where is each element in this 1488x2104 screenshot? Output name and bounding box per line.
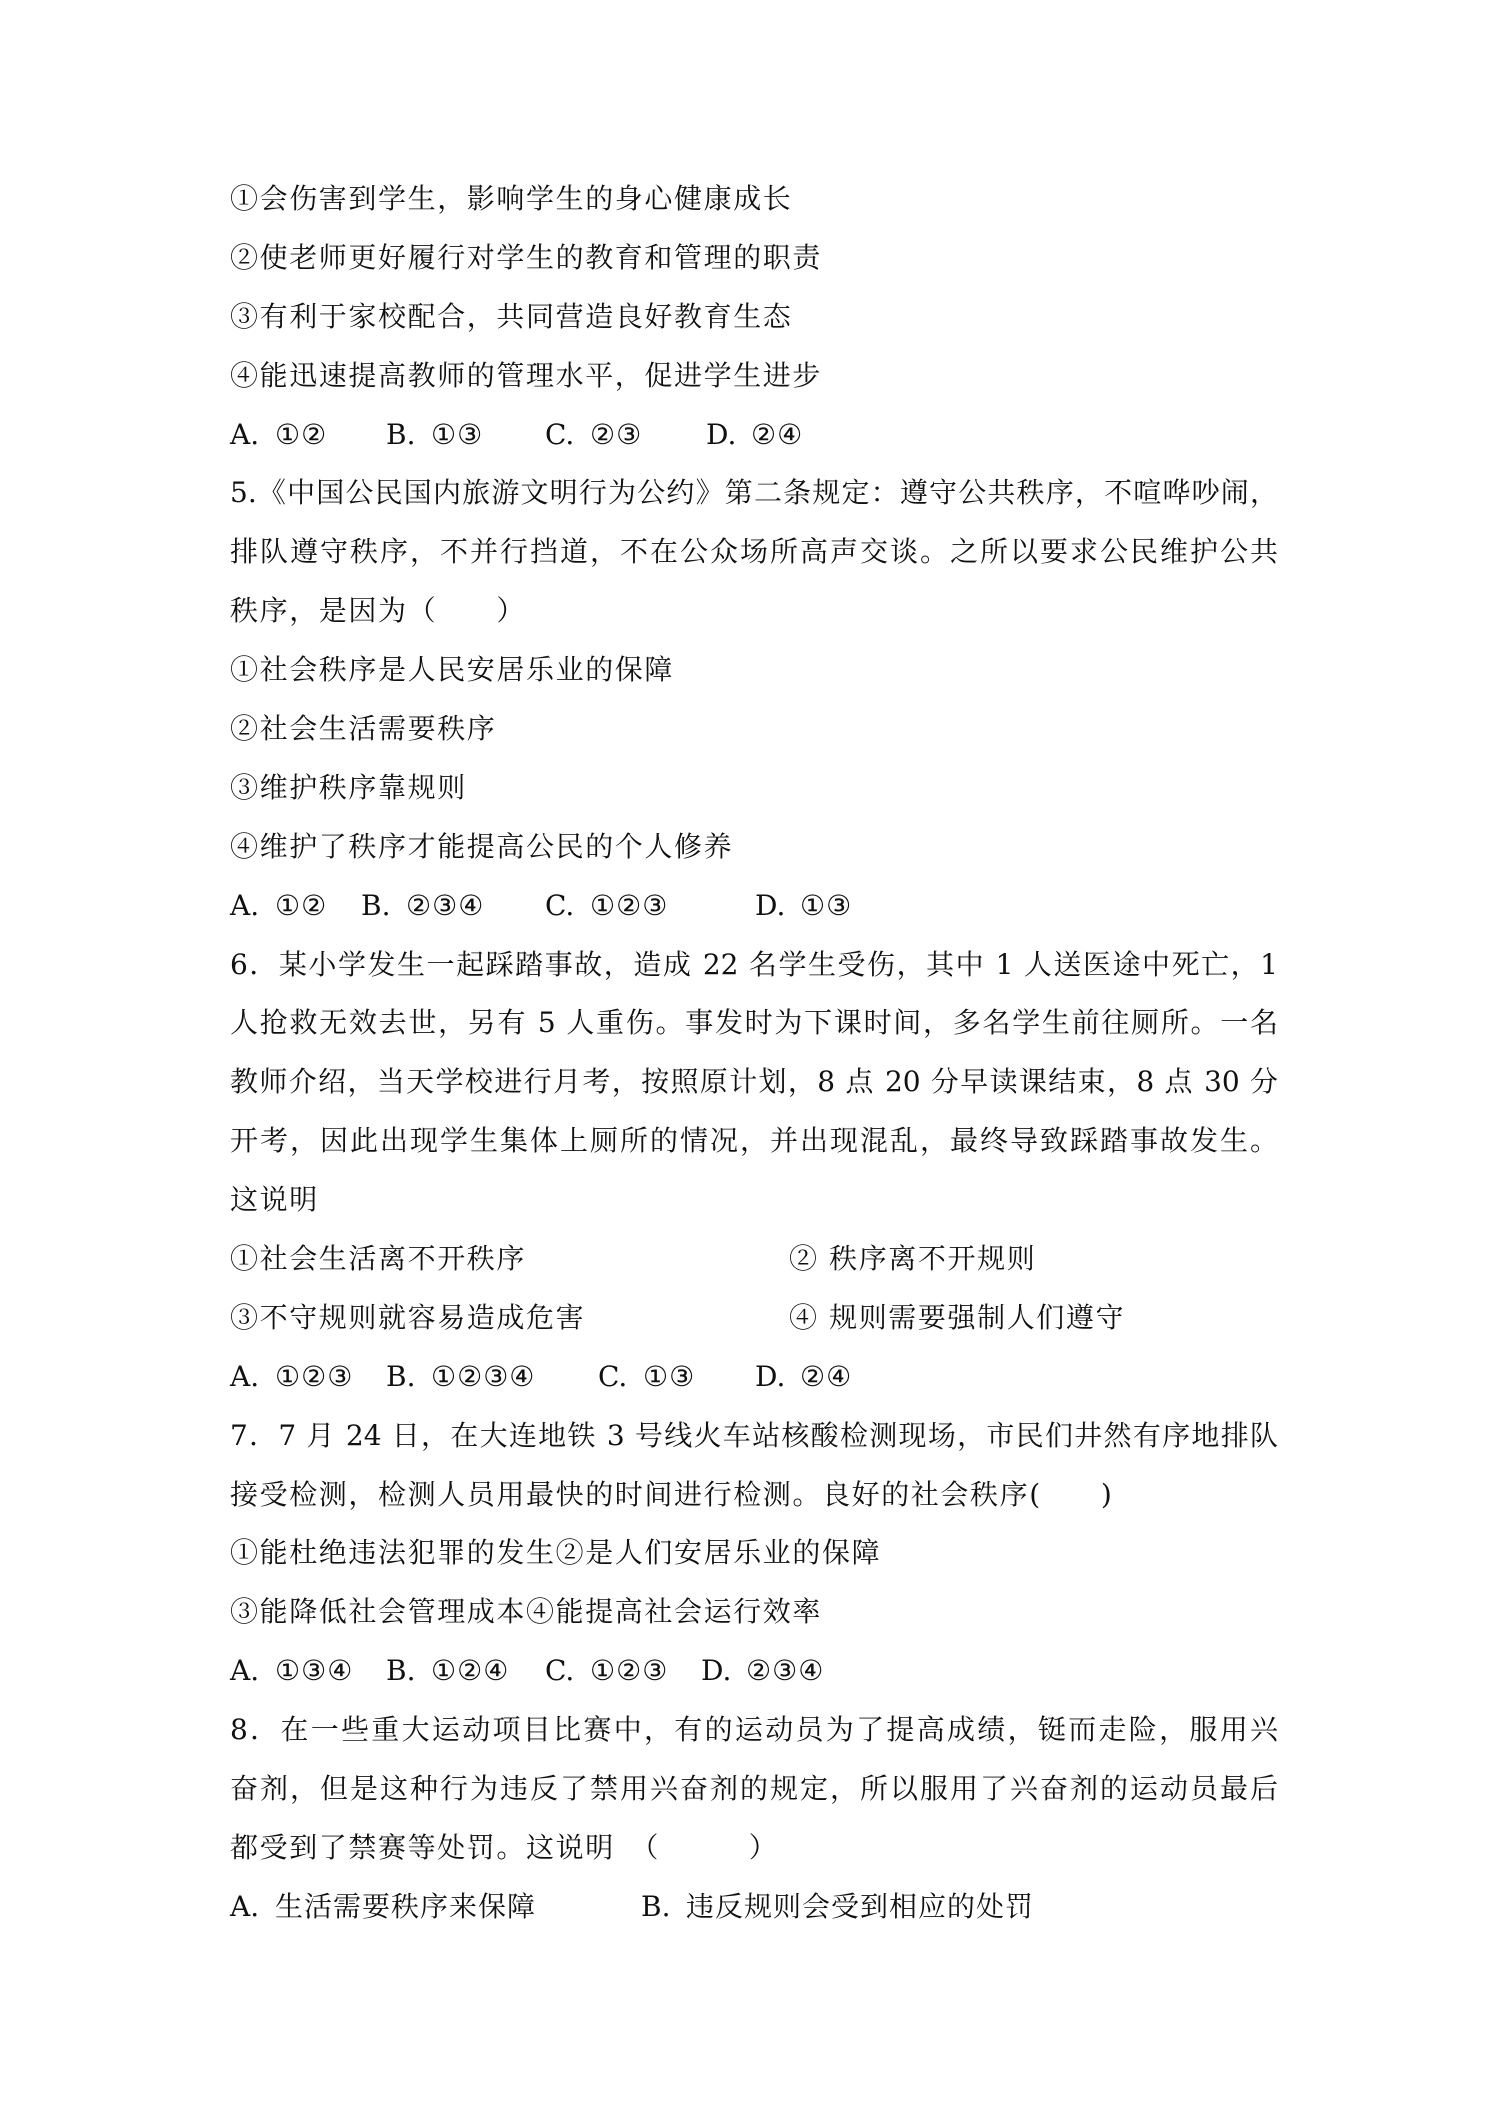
stem-line: 5.《中国公民国内旅游文明行为公约》第二条规定：遵守公共秩序，不喧哗吵闹，: [230, 476, 1278, 510]
options-row: [230, 1348, 1278, 1407]
option-label: B.: [386, 1359, 416, 1393]
option-a: [230, 877, 327, 936]
question-7: [230, 1407, 1278, 1701]
statement-row: [230, 1289, 1278, 1348]
option-d: [706, 406, 803, 465]
statement-item: ③不守规则就容易造成危害: [230, 1300, 586, 1334]
option-text: ①②③: [590, 888, 669, 922]
option-text: ①②③④: [431, 1359, 536, 1393]
stem-line: 7．7 月 24 日，在大连地铁 3 号线火车站核酸检测现场，市民们井然有序地排队: [230, 1418, 1278, 1452]
question-4: [230, 170, 1278, 464]
statement-line: ④能迅速提高教师的管理水平，促进学生进步: [230, 358, 823, 392]
option-label: D.: [755, 1359, 786, 1393]
option-label: A.: [230, 1889, 260, 1923]
statement-line: ②社会生活需要秩序: [230, 712, 497, 746]
option-b: [641, 1878, 1034, 1937]
stem-line: 都受到了禁赛等处罚。这说明 （ ）: [230, 1830, 779, 1864]
stem-line: 8．在一些重大运动项目比赛中，有的运动员为了提高成绩，铤而走险，服用兴: [230, 1713, 1278, 1747]
options-row: [230, 1642, 1278, 1701]
options-row: [230, 406, 1278, 465]
option-c: [598, 1348, 695, 1407]
option-text: ①②③: [590, 1654, 669, 1688]
option-b: [361, 877, 484, 936]
option-c: [545, 1642, 668, 1701]
option-label: D.: [755, 888, 786, 922]
stem-line: 开考，因此出现学生集体上厕所的情况，并出现混乱，最终导致踩踏事故发生。: [230, 1124, 1278, 1158]
option-b: [386, 1348, 535, 1407]
option-text: ①②: [275, 888, 328, 922]
statement-line: ③有利于家校配合，共同营造良好教育生态: [230, 299, 793, 333]
option-text: ②③④: [406, 888, 485, 922]
option-a: [230, 1878, 536, 1937]
option-label: C.: [545, 888, 575, 922]
option-text: 生活需要秩序来保障: [275, 1889, 537, 1923]
statement-line: ②使老师更好履行对学生的教育和管理的职责: [230, 240, 823, 274]
option-label: A.: [230, 888, 260, 922]
stem-line: 教师介绍，当天学校进行月考，按照原计划，8 点 20 分早读课结束，8 点 30 分: [230, 1065, 1278, 1099]
statement-line: ①会伤害到学生，影响学生的身心健康成长: [230, 182, 793, 215]
option-label: B.: [641, 1889, 671, 1923]
option-b: [386, 406, 483, 465]
option-text: ①③: [643, 1359, 696, 1393]
option-label: B.: [386, 1654, 416, 1688]
option-a: [230, 406, 327, 465]
stem-line: 人抢救无效去世，另有 5 人重伤。事发时为下课时间，多名学生前往厕所。一名: [230, 1006, 1278, 1040]
option-text: ①③④: [275, 1654, 354, 1688]
statement-line: ①能杜绝违法犯罪的发生②是人们安居乐业的保障: [230, 1536, 882, 1570]
option-d: [701, 1642, 824, 1701]
statement-row: [230, 1230, 1278, 1289]
option-label: B.: [361, 888, 391, 922]
page-content: [230, 170, 1278, 1937]
options-row: [230, 1878, 1278, 1937]
option-a: [230, 1348, 353, 1407]
options-row: [230, 877, 1278, 936]
statement-line: ④维护了秩序才能提高公民的个人修养: [230, 829, 734, 863]
question-6: [230, 936, 1278, 1407]
question-8: [230, 1701, 1278, 1937]
option-text: ②④: [800, 1359, 853, 1393]
option-text: ①②④: [431, 1654, 510, 1688]
option-d: [755, 877, 852, 936]
stem-line: 奋剂，但是这种行为违反了禁用兴奋剂的规定，所以服用了兴奋剂的运动员最后: [230, 1772, 1278, 1806]
option-text: ①③: [431, 417, 484, 451]
statement-line: ①社会秩序是人民安居乐业的保障: [230, 653, 675, 687]
option-b: [386, 1642, 509, 1701]
option-text: ②③④: [746, 1654, 825, 1688]
option-label: D.: [706, 417, 737, 451]
option-label: D.: [701, 1654, 732, 1688]
option-label: A.: [230, 1359, 260, 1393]
statement-line: ③能降低社会管理成本④能提高社会运行效率: [230, 1595, 823, 1629]
option-a: [230, 1642, 353, 1701]
statement-item: ①社会生活离不开秩序: [230, 1242, 527, 1276]
stem-line: 排队遵守秩序，不并行挡道，不在公众场所高声交谈。之所以要求公民维护公共: [230, 535, 1278, 569]
question-5: [230, 464, 1278, 935]
stem-line: 秩序，是因为（ ）: [230, 594, 527, 628]
statement-item: ④ 规则需要强制人们遵守: [789, 1300, 1126, 1334]
option-c: [545, 406, 642, 465]
statement-item: ② 秩序离不开规则: [789, 1242, 1037, 1276]
option-label: C.: [545, 1654, 575, 1688]
stem-line: 接受检测，检测人员用最快的时间进行检测。良好的社会秩序( ): [230, 1477, 1114, 1511]
option-text: 违反规则会受到相应的处罚: [686, 1889, 1035, 1923]
option-label: B.: [386, 417, 416, 451]
option-text: ②④: [751, 417, 804, 451]
option-text: ①③: [800, 888, 853, 922]
option-text: ①②: [275, 417, 328, 451]
option-c: [545, 877, 668, 936]
option-label: A.: [230, 1654, 260, 1688]
option-label: A.: [230, 417, 260, 451]
stem-line: 6．某小学发生一起踩踏事故，造成 22 名学生受伤，其中 1 人送医途中死亡，1: [230, 947, 1278, 981]
stem-line: 这说明: [230, 1183, 319, 1217]
statement-line: ③维护秩序靠规则: [230, 770, 467, 804]
option-label: C.: [598, 1359, 628, 1393]
option-text: ①②③: [275, 1359, 354, 1393]
option-d: [755, 1348, 852, 1407]
option-text: ②③: [590, 417, 643, 451]
option-label: C.: [545, 417, 575, 451]
